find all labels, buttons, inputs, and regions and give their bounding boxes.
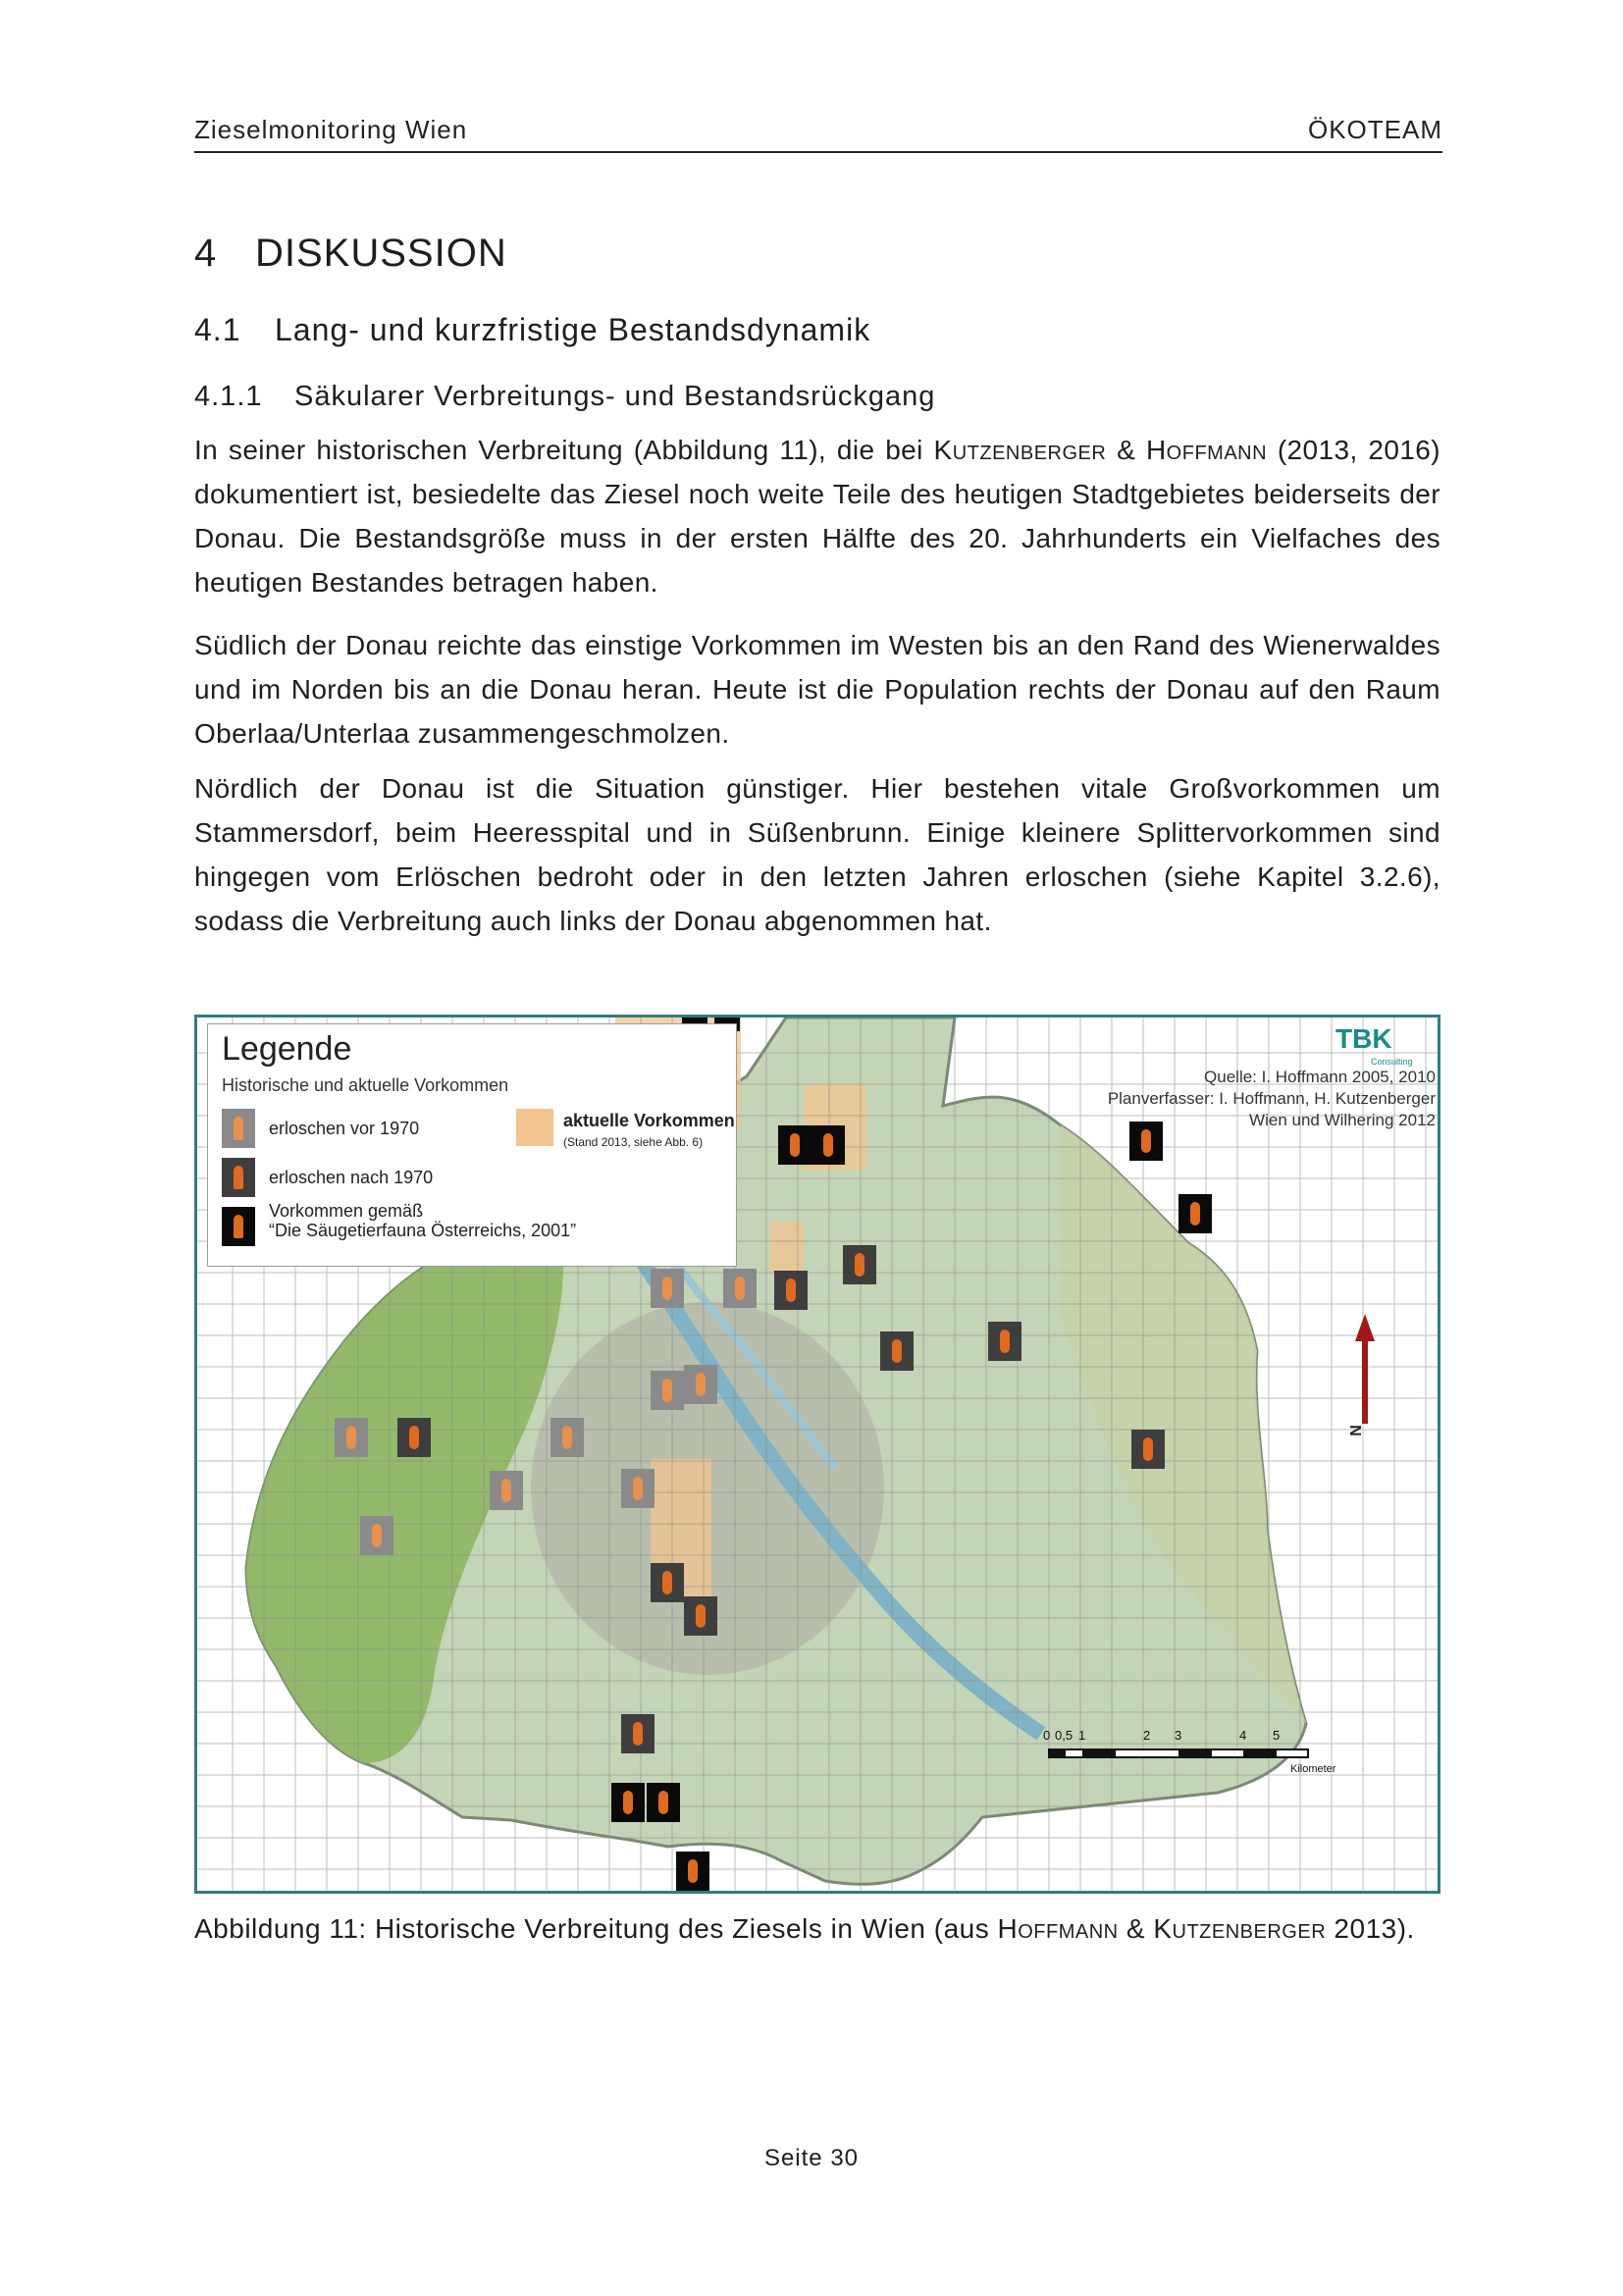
squirrel-marker-before-1970 xyxy=(684,1365,717,1404)
squirrel-marker-after-1970 xyxy=(684,1596,717,1636)
legend-after-1970-icon xyxy=(222,1158,255,1197)
caption-text-a: Abbildung 11: Historische Verbreitung des Ziesels in Wien (aus xyxy=(194,1913,998,1944)
paragraph-3: Nördlich der Donau ist die Situation günstiger. Hier bestehen vitale Großvorkommen um Stammersdorf, beim Heeresspital und in Süßenbrunn. Einige kleinere Splittervorkommen sind hingegen vom Erlöschen bedroht oder in den letzten Jahren erloschen (siehe Kapitel 3.2.6), sodass die Verbreitung auch links der Donau abgenommen hat. xyxy=(194,773,1440,936)
subsection-title: Lang- und kurzfristige Bestandsdynamik xyxy=(275,312,871,347)
caption-text-b: & xyxy=(1118,1913,1154,1944)
figure-caption xyxy=(194,1913,1415,1945)
page-number: Seite 30 xyxy=(763,2145,860,2171)
scale-label-0-5: 0,5 xyxy=(1055,1728,1073,1743)
scale-bar xyxy=(1049,1749,1308,1757)
caption-author-hoffmann: Hoffmann xyxy=(997,1913,1119,1944)
squirrel-marker-after-1970 xyxy=(774,1271,808,1310)
subsubsection-title: Säkularer Verbreitungs- und Bestandsrückgang xyxy=(294,381,936,412)
tbk-logo: TBK xyxy=(1335,1023,1392,1054)
subsection-heading xyxy=(194,312,870,348)
squirrel-marker-current xyxy=(812,1125,845,1165)
header-title: Zieselmonitoring Wien xyxy=(194,115,468,144)
caption-text-c: 2013). xyxy=(1326,1913,1415,1944)
squirrel-marker-current xyxy=(676,1852,709,1891)
squirrel-marker-after-1970 xyxy=(621,1714,654,1753)
section-title: DISKUSSION xyxy=(255,232,507,275)
legend-after-1970-label: erloschen nach 1970 xyxy=(269,1168,434,1187)
section-heading xyxy=(194,232,507,276)
squirrel-marker-before-1970 xyxy=(723,1269,757,1308)
scale-label-2: 2 xyxy=(1143,1728,1151,1743)
legend-title: Legende xyxy=(222,1030,352,1068)
author-hoffmann: Hoffmann xyxy=(1145,435,1268,465)
legend-current-label-1: Vorkommen gemäß xyxy=(269,1201,424,1221)
squirrel-marker-before-1970 xyxy=(651,1371,684,1410)
squirrel-marker-current xyxy=(647,1783,680,1822)
legend-before-1970-icon xyxy=(222,1109,255,1148)
scale-unit: Kilometer xyxy=(1290,1763,1336,1775)
caption-author-kutzenberger: Kutzenberger xyxy=(1153,1913,1327,1944)
squirrel-marker-before-1970 xyxy=(335,1418,368,1457)
source-line-3: Wien und Wilhering 2012 xyxy=(1249,1111,1436,1129)
squirrel-marker-after-1970 xyxy=(397,1418,431,1457)
squirrel-marker-after-1970 xyxy=(651,1563,684,1602)
tbk-logo-subtitle: Consulting xyxy=(1371,1057,1413,1067)
section-number: 4 xyxy=(194,232,218,275)
legend-actual-note xyxy=(563,1130,703,1152)
map-legend xyxy=(207,1023,737,1267)
legend-actual-note-text: (Stand 2013, siehe Abb. 6) xyxy=(563,1135,704,1149)
paragraph-1-text-b: & xyxy=(1106,435,1146,465)
scale-label-3: 3 xyxy=(1175,1728,1182,1743)
squirrel-marker-after-1970 xyxy=(843,1245,876,1284)
page-header xyxy=(194,114,1442,153)
source-line-1: Quelle: I. Hoffmann 2005, 2010 xyxy=(1204,1068,1436,1086)
squirrel-marker-before-1970 xyxy=(651,1269,684,1308)
squirrel-marker-after-1970 xyxy=(988,1322,1021,1361)
scale-label-0: 0 xyxy=(1043,1728,1051,1743)
distribution-map-figure xyxy=(194,1015,1440,1894)
squirrel-marker-after-1970 xyxy=(1131,1430,1165,1469)
legend-subtitle: Historische und aktuelle Vorkommen xyxy=(222,1075,509,1095)
subsection-number: 4.1 xyxy=(194,312,241,347)
scale-label-4: 4 xyxy=(1239,1728,1247,1743)
squirrel-marker-after-1970 xyxy=(880,1331,914,1371)
legend-current-label-2: “Die Säugetierfauna Österreichs, 2001” xyxy=(269,1221,577,1240)
legend-actual-swatch xyxy=(516,1109,553,1146)
header-organization: ÖKOTEAM xyxy=(1307,115,1442,144)
squirrel-marker-current xyxy=(1178,1194,1212,1233)
squirrel-marker-current xyxy=(778,1125,812,1165)
paragraph-1 xyxy=(194,428,1440,604)
paragraph-1-text-a: In seiner historischen Verbreitung (Abbildung 11), die bei xyxy=(194,435,934,465)
author-kutzenberger: Kutzenberger xyxy=(933,435,1107,465)
north-label: N xyxy=(1347,1425,1365,1436)
legend-before-1970-label: erloschen vor 1970 xyxy=(269,1119,420,1138)
scale-label-5: 5 xyxy=(1273,1728,1281,1743)
legend-current-icon xyxy=(222,1207,255,1246)
squirrel-marker-before-1970 xyxy=(360,1516,393,1555)
map-source xyxy=(1080,1067,1436,1131)
source-line-2: Planverfasser: I. Hoffmann, H. Kutzenberger xyxy=(1107,1089,1436,1108)
paragraph-2: Südlich der Donau reichte das einstige Vorkommen im Westen bis an den Rand des Wienerwaldes und im Norden bis an die Donau heran. Heute ist die Population rechts der Donau auf den Raum Oberlaa/Unterlaa zusammengeschmolzen. xyxy=(194,630,1440,749)
paragraph-1-text-c: (2013, 2016) dokumentiert ist, besiedelte das Ziesel noch weite Teile des heutigen Stadtgebietes beiderseits der Donau. Die Bestandsgröße muss in der ersten Hälfte des 20. Jahrhunderts ein Vielfaches des heutigen Bestandes betragen haben. xyxy=(194,435,1440,598)
squirrel-marker-before-1970 xyxy=(621,1469,654,1508)
scale-label-1: 1 xyxy=(1078,1728,1086,1743)
subsubsection-heading xyxy=(194,381,935,413)
squirrel-marker-current xyxy=(611,1783,645,1822)
squirrel-marker-before-1970 xyxy=(490,1471,523,1510)
subsubsection-number: 4.1.1 xyxy=(194,381,263,412)
legend-actual-label: aktuelle Vorkommen xyxy=(563,1111,735,1130)
squirrel-marker-before-1970 xyxy=(550,1418,584,1457)
